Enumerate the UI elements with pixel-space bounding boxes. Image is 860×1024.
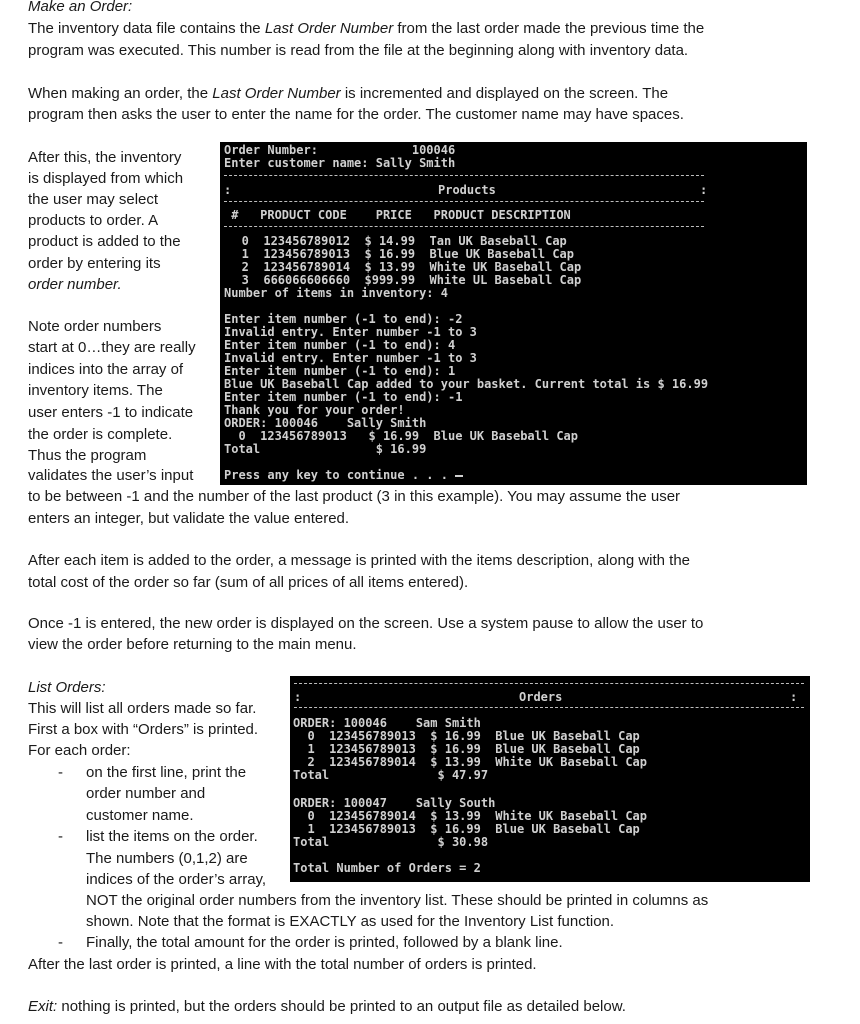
console-screenshot-list-orders: [290, 676, 810, 882]
console-line: Enter item number (-1 to end): 4: [224, 338, 456, 352]
bullet-text: shown. Note that the format is EXACTLY as used for the Inventory List function.: [86, 913, 615, 930]
header-underline: [224, 226, 704, 227]
make-order-heading: Make an Order:: [28, 0, 133, 15]
inventory-row: 3 666066606660 $999.99 White UL Baseball Cap: [220, 273, 582, 287]
order-line: 1 123456789013 $ 16.99 Blue UK Baseball Cap: [293, 822, 640, 836]
bullet-icon: -: [58, 828, 63, 845]
side-text-line: indices into the array of: [28, 361, 184, 378]
inventory-row: 2 123456789014 $ 13.99 White UK Baseball Cap: [220, 260, 582, 274]
console-line: Thank you for your order!: [224, 403, 405, 417]
cursor-icon: [455, 475, 463, 477]
console-screenshot-make-order: [220, 142, 807, 485]
console-line: ORDER: 100046 Sally Smith: [224, 416, 427, 430]
console-line: 0 123456789013 $ 16.99 Blue UK Baseball Cap: [224, 429, 579, 443]
side-text-line: Note order numbers: [28, 318, 162, 335]
order-line: Total $ 30.98: [293, 835, 489, 849]
paragraph-line: enters an integer, but validate the value entered.: [28, 510, 350, 527]
side-text-line: order by entering its: [28, 255, 161, 272]
order-line: 1 123456789013 $ 16.99 Blue UK Baseball Cap: [293, 742, 640, 756]
box-right-edge: :: [700, 183, 708, 197]
exit-line: Exit: nothing is printed, but the orders should be printed to an output file as detailed below.: [28, 998, 626, 1015]
paragraph-line: view the order before returning to the main menu.: [28, 636, 357, 653]
box-right-edge: :: [790, 690, 798, 704]
inventory-row: 1 123456789013 $ 16.99 Blue UK Baseball Cap: [220, 247, 575, 261]
console-line: Invalid entry. Enter number -1 to 3: [224, 325, 477, 339]
paragraph-line: program was executed. This number is read from the file at the beginning along with inventory data.: [28, 42, 689, 59]
side-text-line: user enters -1 to indicate: [28, 404, 194, 421]
paragraph-line: program then asks the user to enter the name for the order. The customer name may have spaces.: [28, 106, 684, 123]
paragraph-line: to be between -1 and the number of the last product (3 in this example). You may assume the user: [28, 488, 681, 505]
side-text-line: products to order. A: [28, 212, 159, 229]
bullet-text: customer name.: [86, 807, 194, 824]
console-line: Enter item number (-1 to end): -1: [224, 390, 463, 404]
console-line: Invalid entry. Enter number -1 to 3: [224, 351, 477, 365]
side-text-line: the order is complete.: [28, 426, 173, 443]
order-line: Total $ 47.97: [293, 768, 489, 782]
console-line: Enter item number (-1 to end): 1: [224, 364, 456, 378]
side-text-line: is displayed from which: [28, 170, 184, 187]
console-line: Blue UK Baseball Cap added to your basket. Current total is $ 16.99: [224, 377, 709, 391]
bullet-text: The numbers (0,1,2) are: [86, 850, 248, 867]
console-line: Enter customer name: Sally Smith: [224, 156, 456, 170]
box-title: Orders: [519, 690, 563, 704]
side-text-line: For each order:: [28, 742, 131, 759]
box-left-edge: :: [294, 690, 302, 704]
side-text-line: Thus the program: [28, 447, 147, 464]
box-bottom-border: [294, 707, 804, 708]
bullet-icon: -: [58, 934, 63, 951]
bullet-text: Finally, the total amount for the order is printed, followed by a blank line.: [86, 934, 563, 951]
pause-prompt: Press any key to continue . . .: [224, 469, 463, 482]
order-line: 2 123456789014 $ 13.99 White UK Baseball Cap: [293, 755, 648, 769]
side-text-line: After this, the inventory: [28, 149, 182, 166]
paragraph-line: After each item is added to the order, a message is printed with the items description, along with the: [28, 552, 691, 569]
column-header: # PRODUCT CODE PRICE PRODUCT DESCRIPTION: [224, 208, 571, 222]
side-text-line: order number.: [28, 276, 122, 293]
console-line: Order Number: 100046: [224, 143, 456, 157]
side-text-line: product is added to the: [28, 233, 181, 250]
box-top-border: [224, 175, 704, 176]
order-line: 0 123456789013 $ 16.99 Blue UK Baseball Cap: [293, 729, 640, 743]
paragraph-line: After the last order is printed, a line with the total number of orders is printed.: [28, 956, 537, 973]
bullet-icon: -: [58, 764, 63, 781]
side-text-line: validates the user’s input: [28, 467, 194, 484]
paragraph-line: total cost of the order so far (sum of all prices of all items entered).: [28, 574, 469, 591]
total-orders-line: Total Number of Orders = 2: [293, 861, 481, 875]
box-top-border: [294, 683, 804, 684]
list-orders-heading: List Orders:: [28, 679, 106, 696]
box-title: Products: [438, 183, 496, 197]
inventory-count: Number of items in inventory: 4: [224, 286, 448, 300]
box-bottom-border: [224, 201, 704, 202]
order-line: ORDER: 100046 Sam Smith: [293, 716, 481, 730]
side-text-line: This will list all orders made so far.: [28, 700, 257, 717]
bullet-text: list the items on the order.: [86, 828, 258, 845]
paragraph-line: Once -1 is entered, the new order is displayed on the screen. Use a system pause to allow the user to: [28, 615, 704, 632]
side-text-line: start at 0…they are really: [28, 339, 196, 356]
bullet-text: order number and: [86, 785, 206, 802]
paragraph-line: The inventory data file contains the Last Order Number from the last order made the previous time the: [28, 20, 705, 37]
side-text-line: the user may select: [28, 191, 159, 208]
console-line: Enter item number (-1 to end): -2: [224, 312, 463, 326]
bullet-text: indices of the order’s array,: [86, 871, 267, 888]
side-text-line: inventory items. The: [28, 382, 163, 399]
paragraph-line: When making an order, the Last Order Number is incremented and displayed on the screen. The: [28, 85, 669, 102]
inventory-row: 0 123456789012 $ 14.99 Tan UK Baseball Cap: [220, 234, 567, 248]
side-text-line: First a box with “Orders” is printed.: [28, 721, 259, 738]
bullet-text: NOT the original order numbers from the inventory list. These should be printed in columns as: [86, 892, 709, 909]
bullet-text: on the first line, print the: [86, 764, 247, 781]
console-line: Total $ 16.99: [224, 442, 427, 456]
order-line: 0 123456789014 $ 13.99 White UK Baseball Cap: [293, 809, 648, 823]
order-line: ORDER: 100047 Sally South: [293, 796, 496, 810]
box-left-edge: :: [224, 183, 232, 197]
